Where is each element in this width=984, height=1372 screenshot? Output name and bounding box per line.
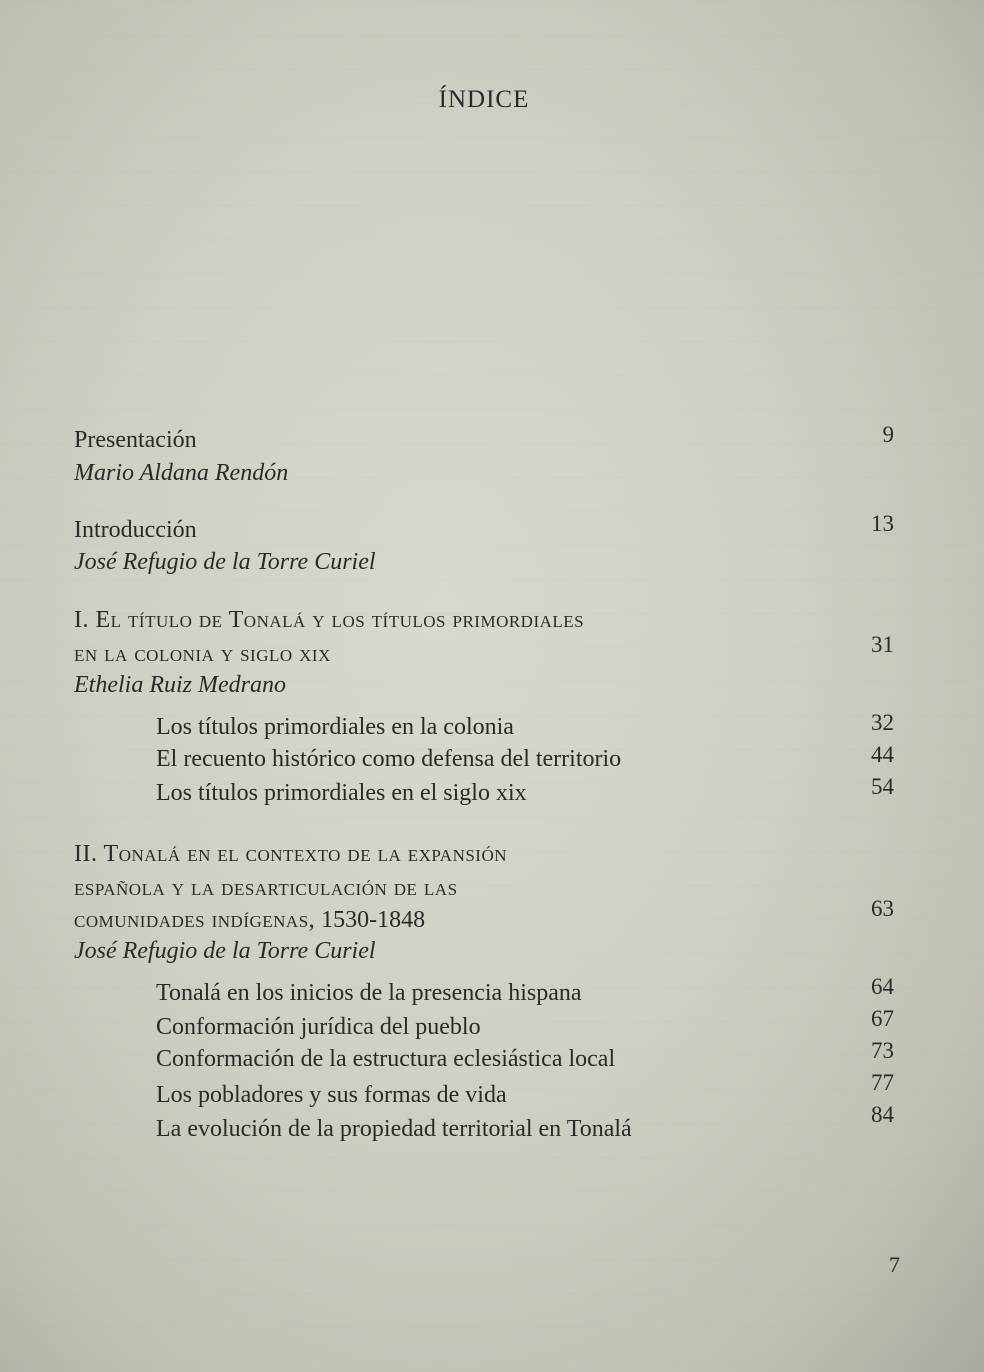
- toc-page-presentacion: 9: [882, 422, 894, 447]
- chapter-1-page: 31: [871, 632, 894, 657]
- chapter-2-title-line-2: española y la desarticulación de las: [74, 875, 458, 901]
- chapter-1-title-line-2: en la colonia y siglo xix: [74, 641, 331, 667]
- chapter-2-title-line-3-text: comunidades indígenas,: [74, 907, 316, 933]
- chapter-2-section-5-page: 84: [871, 1102, 894, 1127]
- chapter-2-section-2-page: 67: [871, 1006, 894, 1031]
- toc-entry-introduccion: Introducción: [74, 517, 197, 543]
- chapter-2-page: 63: [871, 896, 894, 921]
- chapter-2-section-4: Los pobladores y sus formas de vida: [156, 1082, 507, 1108]
- chapter-2-title-line-3: [74, 904, 814, 936]
- toc-page-introduccion: 13: [871, 511, 894, 536]
- toc-author-presentacion: Mario Aldana Rendón: [74, 460, 289, 486]
- chapter-2-section-1: Tonalá en los inicios de la presencia hispana: [156, 980, 582, 1006]
- page-title: ÍNDICE: [438, 86, 530, 113]
- chapter-2-section-3: Conformación de la estructura eclesiástica local: [156, 1046, 616, 1072]
- chapter-2-section-2: Conformación jurídica del pueblo: [156, 1014, 481, 1040]
- chapter-2-date-range: 1530-1848: [321, 907, 426, 933]
- chapter-1-author: Ethelia Ruiz Medrano: [74, 672, 286, 698]
- chapter-2-section-4-page: 77: [871, 1070, 894, 1095]
- toc-author-introduccion: José Refugio de la Torre Curiel: [74, 549, 376, 575]
- chapter-1-section-1: Los títulos primordiales en la colonia: [156, 714, 514, 740]
- chapter-1-section-3: Los títulos primordiales en el siglo xix: [156, 780, 527, 806]
- chapter-2-section-1-page: 64: [871, 974, 894, 999]
- chapter-1-section-1-page: 32: [871, 710, 894, 735]
- chapter-1-section-3-page: 54: [871, 774, 894, 799]
- chapter-1-title-line-1: I. El título de Tonalá y los títulos primordiales: [74, 607, 585, 633]
- chapter-1-section-2: El recuento histórico como defensa del territorio: [156, 746, 622, 772]
- chapter-1-section-2-page: 44: [871, 742, 894, 767]
- toc-entry-presentacion: Presentación: [74, 427, 197, 453]
- page-number: 7: [889, 1252, 900, 1277]
- chapter-2-title-line-1: II. Tonalá en el contexto de la expansión: [74, 841, 508, 867]
- chapter-2-section-5: La evolución de la propiedad territorial en Tonalá: [156, 1116, 632, 1142]
- chapter-2-author: José Refugio de la Torre Curiel: [74, 938, 376, 964]
- chapter-2-section-3-page: 73: [871, 1038, 894, 1063]
